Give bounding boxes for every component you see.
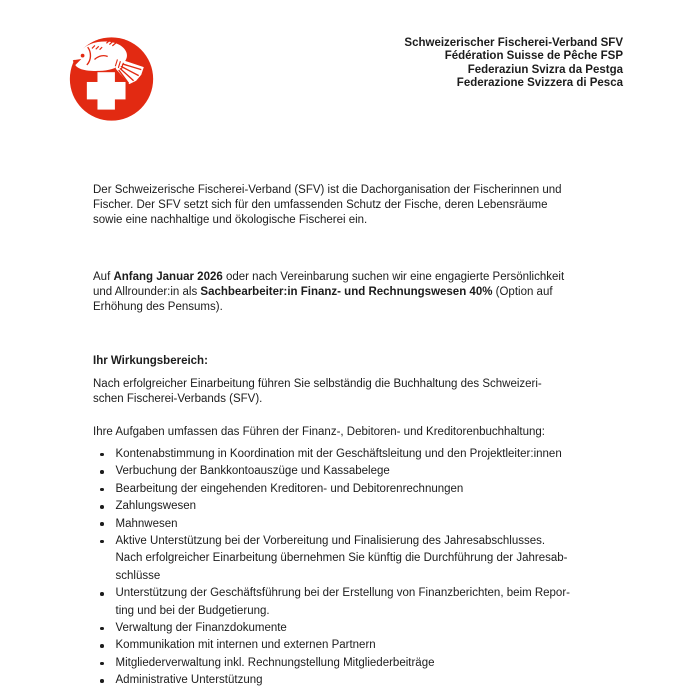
text-line: schen Fischerei-Verbands (SFV). [93, 393, 263, 405]
text-line: Aktive Unterstützung bei der Vorbereitung und Finalisierung des Jahresabschlusses. [115, 535, 546, 548]
text-line: Administrative Unterstützung [115, 674, 263, 687]
fish-swiss-cross-icon [69, 36, 154, 122]
list-item [93, 446, 633, 463]
text-line: Kommunikation mit internen und externen Partnern [115, 639, 376, 652]
list-item [93, 655, 633, 672]
text-line: Bearbeitung der eingehenden Kreditoren- und Debitorenrechnungen [115, 482, 464, 495]
text-line: Nach erfolgreicher Einarbeitung führen Sie selbständig die Buchhaltung des Schweizeri- [93, 378, 542, 390]
text-line: Mahnwesen [115, 517, 178, 530]
text-line: und Allrounder:in als Sachbearbeiter:in Finanz- und Rechnungswesen 40% (Option auf [93, 286, 553, 298]
text-line: Erhöhung des Pensums). [93, 301, 223, 313]
text-line: Verbuchung der Bankkontoauszüge und Kassabelege [115, 465, 390, 478]
text-line: Auf Anfang Januar 2026 oder nach Vereinbarung suchen wir eine engagierte Persönlichkeit [93, 271, 565, 283]
list-item [93, 498, 633, 515]
org-name-line: Federazione Svizzera di Pesca [456, 77, 623, 90]
list-item [93, 533, 633, 585]
text-line: Kontenabstimmung in Koordination mit der Geschäftsleitung und den Projektleiter:innen [115, 448, 562, 460]
vacancy-paragraph [93, 270, 633, 315]
text-line: Verwaltung der Finanzdokumente [115, 622, 287, 635]
list-item [93, 620, 633, 637]
intro-paragraph [93, 183, 633, 228]
text-line: Nach erfolgreicher Einarbeitung übernehmen Sie künftig die Durchführung der Jahresab- [115, 552, 568, 565]
list-item [93, 516, 633, 533]
list-item [93, 585, 633, 620]
text-line: schlüsse [115, 569, 161, 582]
text-line: sowie eine nachhaltige und ökologische Fischerei ein. [93, 214, 368, 226]
org-name-line: Schweizerischer Fischerei-Verband SFV [404, 37, 623, 49]
text-line: Unterstützung der Geschäftsführung bei der Erstellung von Finanzberichten, beim Repor- [115, 587, 570, 600]
org-name-line: Federaziun Svizra da Pestga [467, 63, 623, 76]
list-item [93, 463, 633, 480]
text-line: ting und bei der Budgetierung. [115, 604, 270, 617]
section-paragraph [93, 377, 633, 407]
tasks-intro: Ihre Aufgaben umfassen das Führen der Finanz-, Debitoren- und Kreditorenbuchhaltung: [93, 426, 545, 438]
text-line: Mitgliederverwaltung inkl. Rechnungstellung Mitgliederbeiträge [115, 656, 435, 669]
text-line: Der Schweizerische Fischerei-Verband (SFV) ist die Dachorganisation der Fischerinnen und [93, 184, 562, 196]
text-line: Fischer. Der SFV setzt sich für den umfassenden Schutz der Fische, deren Lebensräume [93, 199, 548, 211]
text-line: Zahlungswesen [115, 500, 197, 513]
org-name-line: Fédération Suisse de Pêche FSP [444, 50, 623, 63]
list-item [93, 637, 633, 654]
list-item [93, 672, 633, 689]
sfv-logo [69, 36, 154, 122]
list-item [93, 481, 633, 498]
section-heading: Ihr Wirkungsbereich: [93, 355, 208, 367]
org-name-block [404, 37, 623, 91]
task-list [93, 446, 633, 690]
